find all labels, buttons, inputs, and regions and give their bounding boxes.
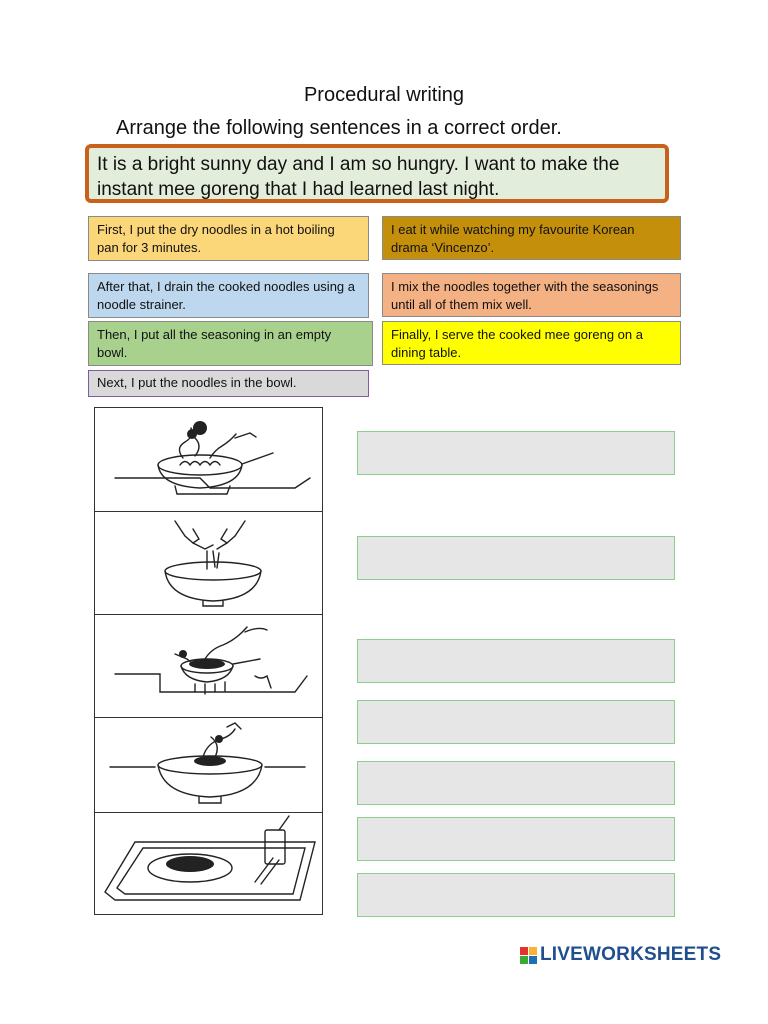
page-title: Procedural writing: [303, 84, 465, 106]
answer-input-4[interactable]: [358, 701, 674, 743]
sentence-card-eat[interactable]: I eat it while watching my favourite Korean drama ‘Vincenzo’.: [382, 216, 681, 260]
noodles-cooking-in-pan-icon: [95, 408, 321, 511]
intro-box: It is a bright sunny day and I am so hungry. I want to make the instant mee goreng that I had learned last night.: [85, 144, 669, 203]
answer-input-2[interactable]: [358, 537, 674, 579]
answer-input-6[interactable]: [358, 818, 674, 860]
draining-noodles-icon: [95, 614, 321, 717]
sentence-card-mix[interactable]: I mix the noodles together with the seasonings until all of them mix well.: [382, 273, 681, 317]
picture-panel-3: [95, 614, 322, 718]
answer-box-3[interactable]: [357, 639, 675, 683]
picture-panel-4: [95, 717, 322, 813]
mixing-noodles-in-bowl-icon: [95, 717, 321, 812]
sentence-card-first[interactable]: First, I put the dry noodles in a hot boiling pan for 3 minutes.: [88, 216, 369, 261]
answer-box-4[interactable]: [357, 700, 675, 744]
logo-text: LIVEWORKSHEETS: [540, 944, 722, 965]
picture-panel-2: [95, 511, 322, 615]
sentence-card-next[interactable]: Next, I put the noodles in the bowl.: [88, 370, 369, 397]
answer-box-2[interactable]: [357, 536, 675, 580]
served-meal-tray-icon: [95, 812, 321, 916]
answer-input-7[interactable]: [358, 874, 674, 916]
answer-box-7[interactable]: [357, 873, 675, 917]
instruction-text: Arrange the following sentences in a correct order.: [116, 117, 562, 139]
picture-sequence: [94, 407, 323, 915]
sentence-card-finally[interactable]: Finally, I serve the cooked mee goreng on a dining table.: [382, 321, 681, 365]
answer-input-3[interactable]: [358, 640, 674, 682]
sentence-card-after-that[interactable]: After that, I drain the cooked noodles using a noodle strainer.: [88, 273, 369, 318]
liveworksheets-logo: [520, 944, 721, 966]
sentence-card-then[interactable]: Then, I put all the seasoning in an empty bowl.: [88, 321, 373, 366]
seasoning-into-bowl-icon: [95, 511, 321, 614]
answer-box-1[interactable]: [357, 431, 675, 475]
answer-input-5[interactable]: [358, 762, 674, 804]
picture-panel-5: [95, 812, 322, 916]
picture-panel-1: [95, 408, 322, 512]
answer-box-6[interactable]: [357, 817, 675, 861]
answer-input-1[interactable]: [358, 432, 674, 474]
answer-box-5[interactable]: [357, 761, 675, 805]
liveworksheets-logo-icon: [520, 947, 537, 964]
